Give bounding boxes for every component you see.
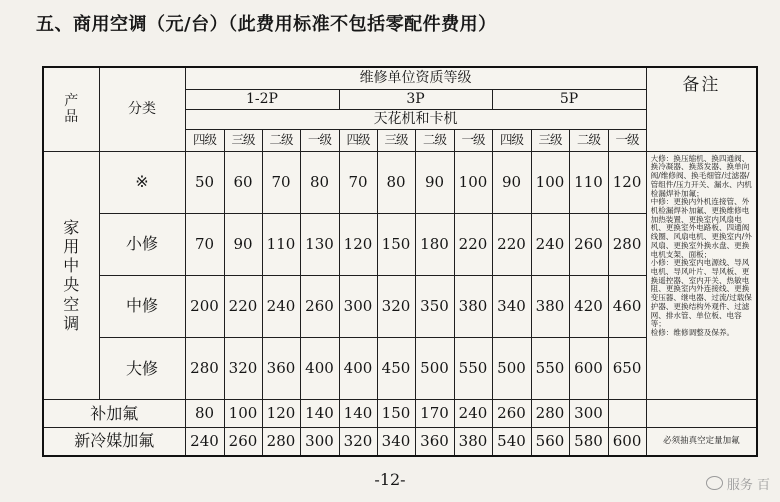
page-number: -12- [374, 470, 406, 489]
price-cell: 280 [185, 338, 224, 400]
price-cell: 350 [415, 276, 454, 338]
price-cell: 240 [531, 213, 569, 275]
grade-header: 四级 [492, 129, 531, 151]
qualification-header: 维修单位资质等级 [185, 67, 646, 89]
price-cell: 150 [377, 213, 415, 275]
price-cell: 90 [492, 151, 531, 213]
price-cell: 120 [608, 151, 646, 213]
grade-header: 二级 [569, 129, 608, 151]
row-label: ※ [99, 151, 185, 213]
new-refrigerant-label: 新冷媒加氟 [43, 428, 185, 456]
section-heading: 五、商用空调（元/台）（此费用标准不包括零配件费用） [36, 14, 497, 35]
price-cell: 450 [377, 338, 415, 400]
remark-empty [646, 400, 757, 428]
price-cell: 340 [492, 276, 531, 338]
price-cell: 70 [185, 213, 224, 275]
price-cell: 240 [262, 276, 300, 338]
price-cell: 260 [300, 276, 339, 338]
remark-header: 备注 [646, 67, 757, 151]
price-cell: 70 [262, 151, 300, 213]
price-cell: 260 [224, 428, 262, 456]
price-cell: 80 [300, 151, 339, 213]
table-row [43, 151, 757, 213]
price-cell: 100 [454, 151, 492, 213]
price-cell: 150 [377, 400, 415, 428]
price-cell: 100 [224, 400, 262, 428]
price-cell: 320 [339, 428, 377, 456]
price-cell: 340 [377, 428, 415, 456]
price-cell: 240 [454, 400, 492, 428]
grade-header: 二级 [415, 129, 454, 151]
price-cell: 460 [608, 276, 646, 338]
price-cell: 80 [377, 151, 415, 213]
price-cell: 110 [569, 151, 608, 213]
price-cell: 220 [224, 276, 262, 338]
price-cell: 80 [185, 400, 224, 428]
price-cell: 280 [608, 213, 646, 275]
price-cell-empty [608, 400, 646, 428]
price-cell: 240 [185, 428, 224, 456]
subtype-header: 天花机和卡机 [185, 109, 646, 129]
price-cell: 220 [454, 213, 492, 275]
size-header-1-2p: 1-2P [185, 89, 339, 109]
price-cell: 600 [569, 338, 608, 400]
table-row [43, 400, 757, 428]
product-name: 家用中央空调 [63, 217, 80, 333]
price-table [42, 66, 758, 457]
price-cell: 300 [569, 400, 608, 428]
refrigerant-add-label: 补加氟 [43, 400, 185, 428]
price-cell: 550 [531, 338, 569, 400]
price-cell: 280 [531, 400, 569, 428]
price-cell: 360 [262, 338, 300, 400]
size-header-5p: 5P [492, 89, 646, 109]
price-cell: 130 [300, 213, 339, 275]
grade-header: 三级 [377, 129, 415, 151]
price-cell: 140 [339, 400, 377, 428]
price-cell: 50 [185, 151, 224, 213]
product-header-cell [43, 67, 99, 151]
price-cell: 360 [415, 428, 454, 456]
grade-header: 四级 [339, 129, 377, 151]
price-cell: 120 [262, 400, 300, 428]
price-cell: 110 [262, 213, 300, 275]
remark-text: 大修：换压缩机、换四通阀、换冷凝器、换蒸发器、换单向阀/维修阀、换毛细管/过滤器/管组件/压力开关、漏水、内机检漏焊补加氟； 中修：更换内外机连接管、外机检漏焊补加氟、更换维修电加热装置、更换室内风扇电机、更换室外电路板、四通阀线圈、风扇电机、更换室内/外风扇、更换室外换水盘、更换电机支架、面板； 小修：更换室内电源线、导风电机、导风叶片、导风板、更换遥控器、室内开关、热敏电阻、更换室内外连接线、更换变压器、继电器、过流/过载保护器、更换结构外观件、过滤网、排水管、单位板、电容等； 检修：维修调整及保养。 [646, 151, 757, 400]
price-cell: 220 [492, 213, 531, 275]
price-cell: 320 [377, 276, 415, 338]
product-header: 产品 [64, 92, 79, 126]
price-cell: 540 [492, 428, 531, 456]
grade-header: 一级 [300, 129, 339, 151]
price-cell: 90 [224, 213, 262, 275]
price-cell: 180 [415, 213, 454, 275]
price-cell: 170 [415, 400, 454, 428]
row-label: 大修 [99, 338, 185, 400]
price-cell: 120 [339, 213, 377, 275]
price-cell: 400 [300, 338, 339, 400]
price-cell: 550 [454, 338, 492, 400]
price-cell: 260 [492, 400, 531, 428]
price-cell: 600 [608, 428, 646, 456]
price-cell: 400 [339, 338, 377, 400]
watermark [706, 474, 770, 493]
price-cell: 60 [224, 151, 262, 213]
price-cell: 260 [569, 213, 608, 275]
price-cell: 650 [608, 338, 646, 400]
grade-header: 二级 [262, 129, 300, 151]
price-cell: 300 [300, 428, 339, 456]
price-cell: 140 [300, 400, 339, 428]
remark-foot: 必须抽真空定量加氟 [646, 428, 757, 456]
category-header: 分类 [99, 67, 185, 151]
watermark-text: 服务 百 [726, 478, 770, 493]
grade-header: 三级 [531, 129, 569, 151]
size-header-3p: 3P [339, 89, 492, 109]
price-cell: 90 [415, 151, 454, 213]
price-cell: 320 [224, 338, 262, 400]
row-label: 小修 [99, 213, 185, 275]
price-cell: 560 [531, 428, 569, 456]
price-cell: 280 [262, 428, 300, 456]
price-cell: 200 [185, 276, 224, 338]
price-cell: 500 [415, 338, 454, 400]
price-cell: 420 [569, 276, 608, 338]
price-cell: 380 [454, 276, 492, 338]
chat-bubble-icon [706, 476, 723, 490]
price-cell: 380 [531, 276, 569, 338]
table-row [43, 428, 757, 456]
price-cell: 300 [339, 276, 377, 338]
price-cell: 100 [531, 151, 569, 213]
grade-header: 三级 [224, 129, 262, 151]
grade-header: 一级 [608, 129, 646, 151]
price-cell: 380 [454, 428, 492, 456]
product-name-cell [43, 151, 99, 400]
price-cell: 500 [492, 338, 531, 400]
grade-header: 四级 [185, 129, 224, 151]
row-label: 中修 [99, 276, 185, 338]
price-cell: 580 [569, 428, 608, 456]
grade-header: 一级 [454, 129, 492, 151]
price-cell: 70 [339, 151, 377, 213]
